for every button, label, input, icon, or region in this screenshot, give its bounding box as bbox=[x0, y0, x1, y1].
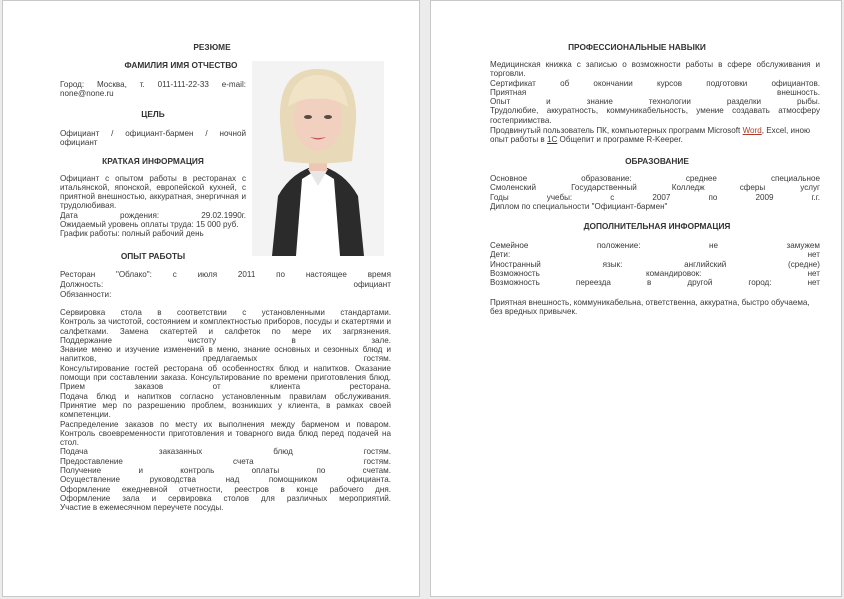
duty-line: Подача заказанных блюд гостям. bbox=[60, 447, 391, 457]
resume-page-2 bbox=[430, 0, 842, 597]
skill-line: Сертификат об окончании курсов подготовки официантов. bbox=[490, 78, 820, 88]
extra-heading: ДОПОЛНИТЕЛЬНАЯ ИНФОРМАЦИЯ bbox=[583, 221, 731, 231]
extra-info-line: Семейное положение: не замужем bbox=[490, 241, 820, 250]
resume-title: РЕЗЮМЕ bbox=[193, 42, 231, 52]
duties-label: Обязанности: bbox=[60, 290, 112, 299]
1c-link[interactable]: 1С bbox=[546, 135, 558, 144]
full-name-heading: ФАМИЛИЯ ИМЯ ОТЧЕСТВО bbox=[124, 60, 238, 70]
summary-line: Приятная внешность, коммуникабельна, ответственна, аккуратна, быстро обучаема, bbox=[490, 298, 810, 307]
brief-line: Официант с опытом работы в ресторанах с bbox=[60, 174, 246, 183]
word-link[interactable]: Word bbox=[742, 126, 762, 135]
goal-line: официант bbox=[60, 138, 98, 147]
birth-word: рождения: bbox=[120, 211, 160, 220]
resume-page-1 bbox=[2, 0, 420, 597]
duty-line: Получение и контроль оплаты по счетам. bbox=[60, 466, 391, 476]
duty-line: компетенции. bbox=[60, 410, 111, 420]
skill-line: торговли. bbox=[490, 69, 526, 79]
skills-heading: ПРОФЕССИОНАЛЬНЫЕ НАВЫКИ bbox=[568, 42, 706, 52]
experience-position-line bbox=[60, 280, 391, 289]
extra-info-line: Дети: нет bbox=[490, 250, 820, 260]
education-list bbox=[490, 174, 820, 211]
brief-line: итальянской, японской, европейской кухней, с bbox=[60, 183, 246, 192]
skill-line: Опыт и знание технологии разделки рыбы. bbox=[490, 97, 820, 107]
pc-skills-line bbox=[490, 126, 830, 135]
duty-line: помощи при составлении заказа. Консультирование по времени приготовления блюд. bbox=[60, 373, 391, 383]
candidate-photo bbox=[252, 61, 384, 256]
pc-text: , Excel, иною bbox=[761, 126, 811, 135]
brief-line: трудолюбивая. bbox=[60, 201, 117, 210]
skill-line: гостеприимства. bbox=[490, 115, 552, 125]
pc-text: опыт работы в bbox=[490, 135, 547, 144]
extra-info-line: Возможность переезда в другой город: нет bbox=[490, 278, 820, 288]
skills-list bbox=[490, 60, 820, 125]
goal-line: Официант / официант-бармен / ночной bbox=[60, 129, 246, 138]
duty-line: Сервировка стола в соответствии с установленными стандартами. bbox=[60, 308, 391, 317]
duties-list bbox=[60, 308, 391, 513]
skill-line: Трудолюбие, аккуратность, коммуникабельность, умение создавать атмосферу bbox=[490, 106, 820, 116]
contact-line: Город: Москва, т. 011-111-22-33 e-mail: bbox=[60, 80, 246, 89]
contact-email: none@none.ru bbox=[60, 89, 114, 98]
duty-line: салфетками. Замена скатертей и салфеток по мере их загрязнения. bbox=[60, 326, 391, 336]
duty-line: Консультирование гостей ресторана об особенностях блюд и напитков. Оказание bbox=[60, 363, 391, 373]
duty-line: Принятие мер по разрешению проблем, возникших у клиента, в рамках своей bbox=[60, 400, 391, 410]
portrait-image bbox=[252, 61, 384, 256]
duty-line: Оформление зала и сервировка столов для различных мероприятий. bbox=[60, 493, 391, 503]
birth-date-line bbox=[60, 211, 246, 220]
education-line: Диплом по специальности "Официант-бармен" bbox=[490, 201, 668, 211]
extra-info-line: Иностранный язык: английский (средне) bbox=[490, 259, 820, 269]
schedule-line: График работы: полный рабочий день bbox=[60, 229, 204, 238]
duty-line: напитков, предлагаемых гостям. bbox=[60, 354, 391, 364]
position-value: официант bbox=[353, 280, 391, 289]
duty-line: Прием заказов от клиента ресторана. bbox=[60, 382, 391, 392]
experience-heading: ОПЫТ РАБОТЫ bbox=[120, 251, 186, 261]
pc-text: Общепит и программе R-Keeper. bbox=[557, 135, 683, 144]
duty-line: Контроль своевременности приготовления и товарного вида блюд перед подачей на bbox=[60, 428, 391, 438]
duty-line: Поддержание чистоту в зале. bbox=[60, 335, 391, 345]
education-line: Годы учебы: с 2007 по 2009 г.г. bbox=[490, 192, 820, 202]
salary-line: Ожидаемый уровень оплаты труда: 15 000 руб. bbox=[60, 220, 239, 229]
duty-line: Подача блюд и напитков согласно установленным правилам обслуживания. bbox=[60, 391, 391, 401]
education-line: Основное образование: среднее специальное bbox=[490, 174, 820, 183]
duty-line: Участие в ежемесячном переучете посуды. bbox=[60, 503, 224, 513]
brief-line: приятной внешностью, аккуратная, энергичная и bbox=[60, 192, 246, 201]
skill-line: Медицинская книжка с записью о возможности работы в сфере обслуживания и bbox=[490, 60, 820, 69]
duty-line: Оформление ежедневной отчетности, реестров в конце рабочего дня. bbox=[60, 484, 391, 494]
duty-line: Предоставление счета гостям. bbox=[60, 456, 391, 466]
duty-line: Контроль за чистотой, состоянием и комплектностью приборов, посуды и скатертями и bbox=[60, 317, 391, 327]
experience-place: Ресторан "Облако": с июля 2011 по настоящее время bbox=[60, 270, 391, 279]
extra-list bbox=[490, 241, 820, 287]
summary-line: без вредных привычек. bbox=[490, 307, 578, 316]
education-heading: ОБРАЗОВАНИЕ bbox=[625, 156, 689, 166]
skill-line: Приятная внешность. bbox=[490, 87, 820, 97]
education-line: Смоленский Государственный Колледж сферы услуг bbox=[490, 183, 820, 193]
duty-line: Распределение заказов по месту их выполнения между барменом и поваром. bbox=[60, 419, 391, 429]
birth-word: Дата bbox=[60, 211, 78, 220]
brief-heading: КРАТКАЯ ИНФОРМАЦИЯ bbox=[102, 156, 204, 166]
goal-heading: ЦЕЛЬ bbox=[141, 109, 165, 119]
extra-info-line: Возможность командировок: нет bbox=[490, 268, 820, 278]
duty-line: Знание меню и изучение изменений в меню, знание основных и сезонных блюд и bbox=[60, 345, 391, 355]
duty-line: стол. bbox=[60, 438, 79, 448]
pc-skills-line bbox=[490, 135, 830, 144]
pc-text: Продвинутый пользователь ПК, компьютерных программ Microsoft bbox=[490, 126, 743, 135]
position-label: Должность: bbox=[60, 280, 104, 289]
birth-date-value: 29.02.1990г. bbox=[201, 211, 246, 220]
duty-line: Осуществление руководства над помощником официанта. bbox=[60, 475, 391, 485]
